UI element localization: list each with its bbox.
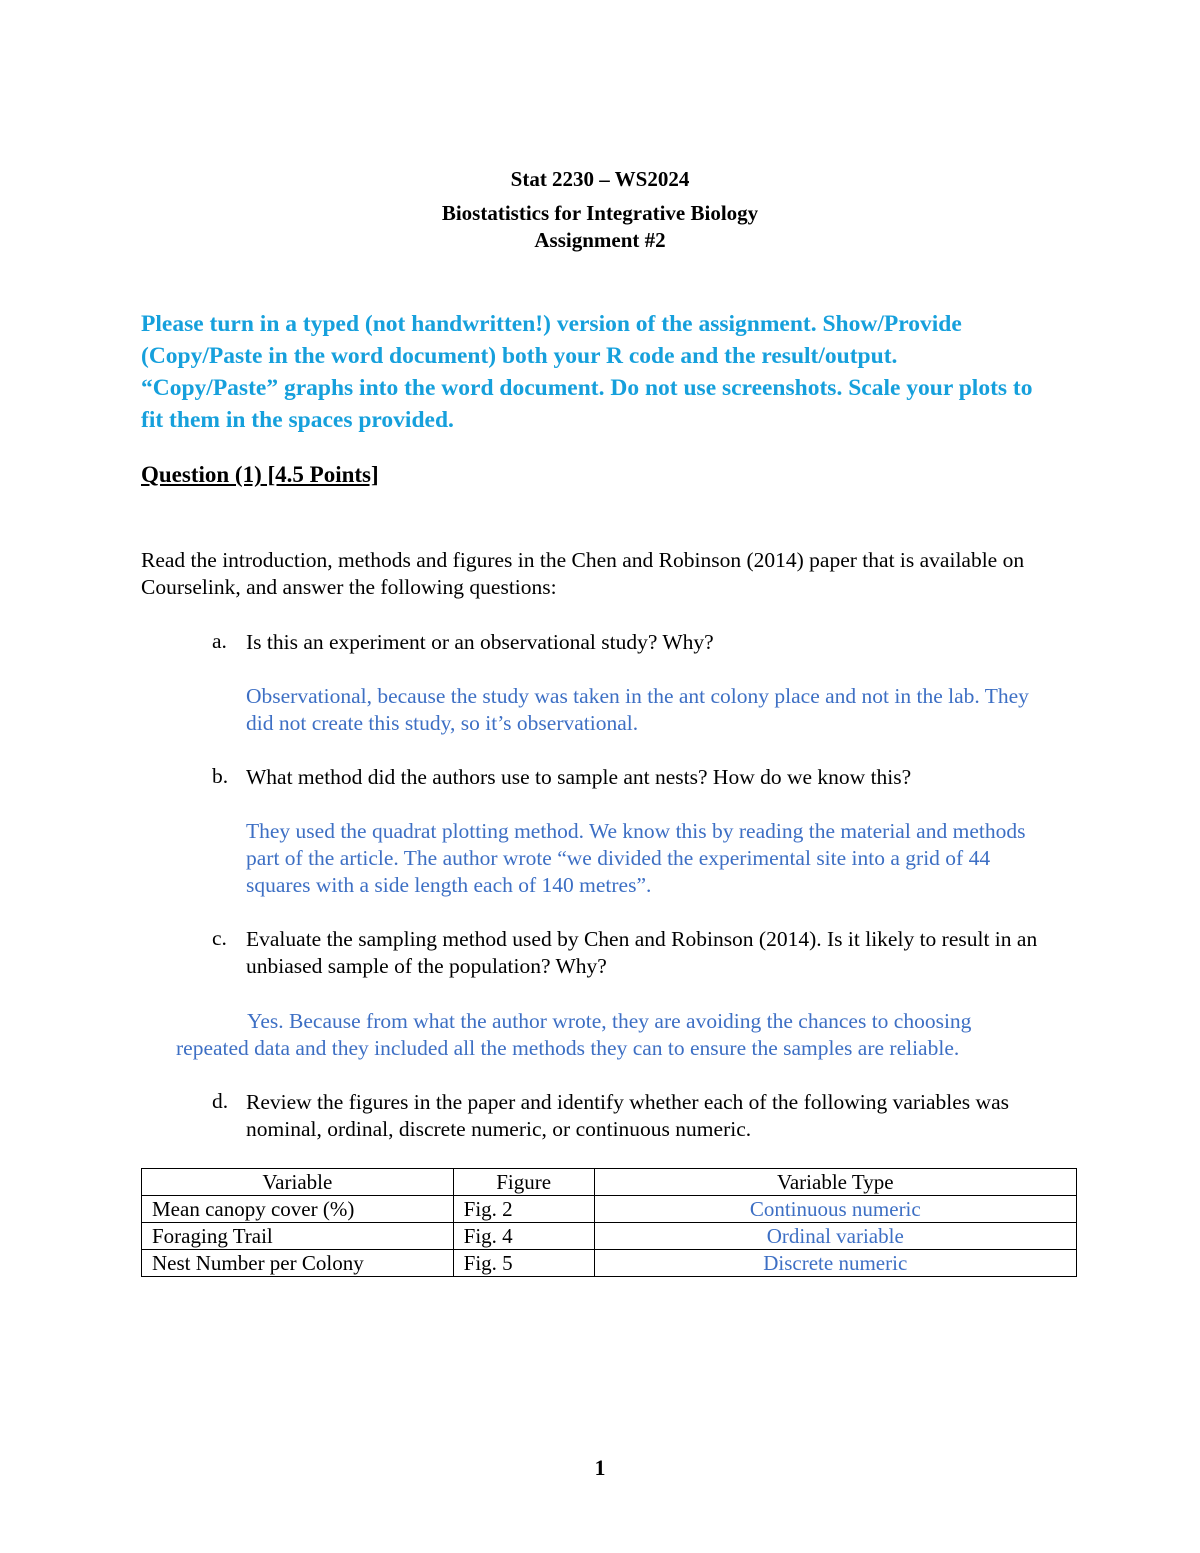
question-title: Question (1) [4.5 Points] xyxy=(141,462,379,487)
question-line: nominal, ordinal, discrete numeric, or continuous numeric. xyxy=(246,1117,752,1141)
part-c-question xyxy=(246,926,1146,980)
table-cell: Mean canopy cover (%) xyxy=(142,1196,454,1223)
table-row xyxy=(142,1223,1077,1250)
part-d-question xyxy=(246,1089,1146,1143)
instruction-line: “Copy/Paste” graphs into the word document. Do not use screenshots. Scale your plots to xyxy=(141,375,1033,401)
answer-line: part of the article. The author wrote “we divided the experimental site into a grid of 44 xyxy=(246,846,991,870)
table-header: Variable xyxy=(142,1169,454,1196)
question-line: Is this an experiment or an observational study? Why? xyxy=(246,630,714,654)
part-b-question xyxy=(246,764,1146,791)
part-d-marker: d. xyxy=(212,1089,229,1113)
question-line: Evaluate the sampling method used by Chen and Robinson (2014). Is it likely to result in an xyxy=(246,927,1038,951)
table-cell: Fig. 5 xyxy=(453,1250,594,1277)
answer-line: did not create this study, so it’s observational. xyxy=(246,711,639,735)
intro-line: Courselink, and answer the following questions: xyxy=(141,575,557,599)
variables-table xyxy=(141,1168,1077,1277)
table-cell: Nest Number per Colony xyxy=(142,1250,454,1277)
part-a-marker: a. xyxy=(212,629,227,653)
part-c-marker: c. xyxy=(212,926,227,950)
instruction-line: (Copy/Paste in the word document) both your R code and the result/output. xyxy=(141,343,898,369)
part-a-answer xyxy=(246,683,1146,737)
question-line: What method did the authors use to sample ant nests? How do we know this? xyxy=(246,765,912,789)
table-row xyxy=(142,1250,1077,1277)
table-cell: Foraging Trail xyxy=(142,1223,454,1250)
table-cell-answer: Ordinal variable xyxy=(594,1223,1076,1250)
table-cell: Fig. 4 xyxy=(453,1223,594,1250)
question-line: unbiased sample of the population? Why? xyxy=(246,954,607,978)
page-number: 1 xyxy=(594,1455,606,1480)
part-a-question xyxy=(246,629,1146,656)
part-b-answer xyxy=(246,818,1146,899)
answer-line: Yes. Because from what the author wrote, they are avoiding the chances to choosing xyxy=(247,1009,972,1033)
question-line: Review the figures in the paper and identify whether each of the following variables was xyxy=(246,1090,1009,1114)
question-intro xyxy=(141,547,1141,601)
part-c-answer xyxy=(176,1008,1136,1062)
table-header-row xyxy=(142,1169,1077,1196)
instruction-line: fit them in the spaces provided. xyxy=(141,407,454,433)
instructions xyxy=(141,308,1141,436)
answer-line: repeated data and they included all the methods they can to ensure the samples are reliable. xyxy=(176,1036,960,1060)
intro-line: Read the introduction, methods and figures in the Chen and Robinson (2014) paper that is available on xyxy=(141,548,1025,572)
table-cell-answer: Discrete numeric xyxy=(594,1250,1076,1277)
table-row xyxy=(142,1196,1077,1223)
assignment-title: Assignment #2 xyxy=(534,228,666,252)
part-b-marker: b. xyxy=(212,764,229,788)
answer-line: Observational, because the study was taken in the ant colony place and not in the lab. They xyxy=(246,684,1029,708)
course-title: Stat 2230 – WS2024 xyxy=(510,167,690,191)
course-subtitle: Biostatistics for Integrative Biology xyxy=(441,201,759,225)
table-header: Variable Type xyxy=(594,1169,1076,1196)
instruction-line: Please turn in a typed (not handwritten!) version of the assignment. Show/Provide xyxy=(141,311,962,337)
table-cell: Fig. 2 xyxy=(453,1196,594,1223)
answer-line: squares with a side length each of 140 metres”. xyxy=(246,873,652,897)
table-cell-answer: Continuous numeric xyxy=(594,1196,1076,1223)
answer-line: They used the quadrat plotting method. We know this by reading the material and methods xyxy=(246,819,1026,843)
table-header: Figure xyxy=(453,1169,594,1196)
